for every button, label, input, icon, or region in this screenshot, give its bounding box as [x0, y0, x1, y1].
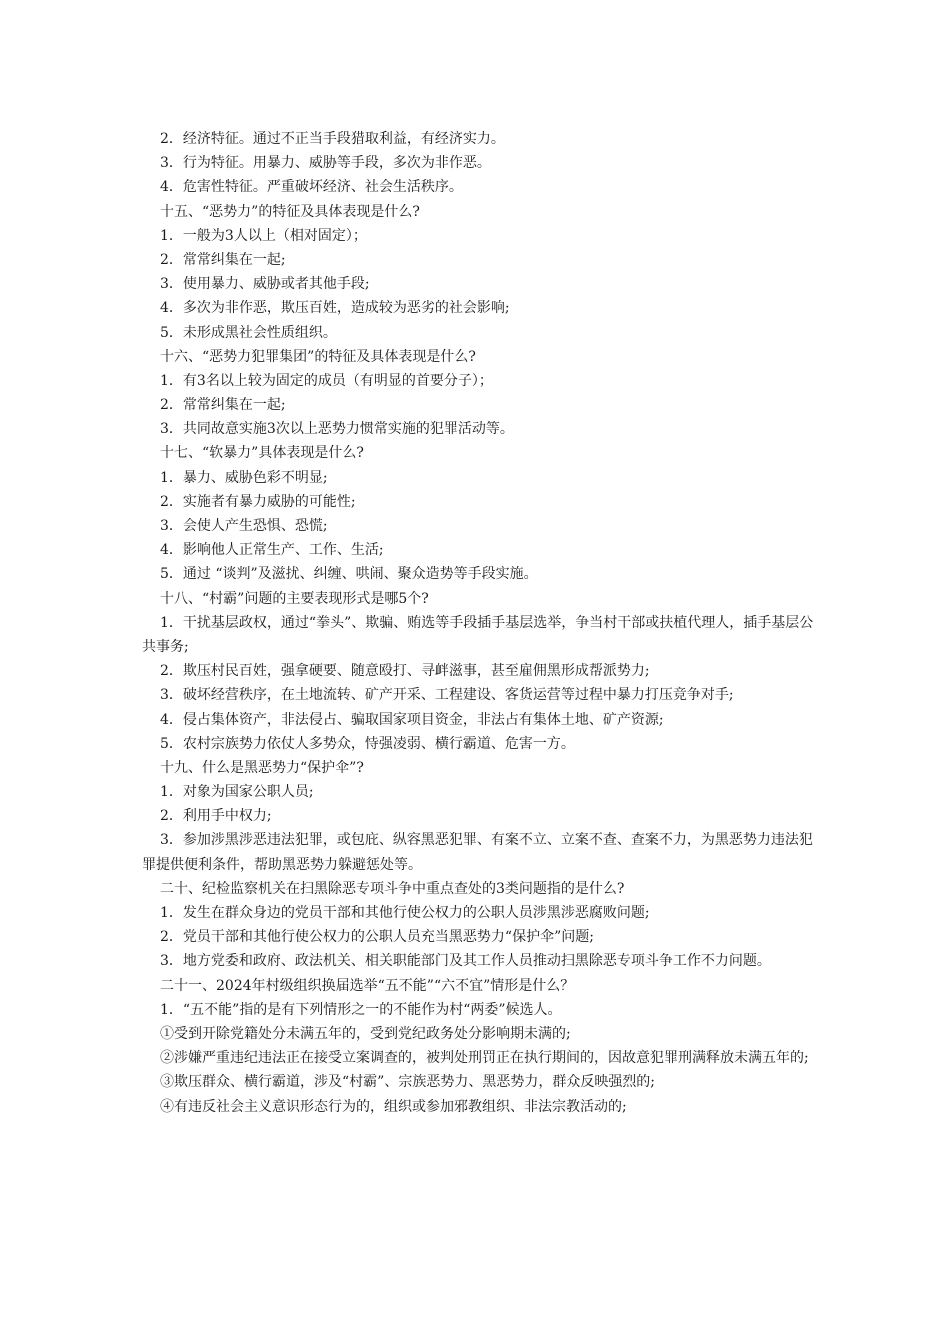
text-line: ③欺压群众、横行霸道，涉及“村霸”、宗族恶势力、黑恶势力，群众反映强烈的; [160, 1074, 656, 1091]
text-line: 5．农村宗族势力依仗人多势众，恃强凌弱、横行霸道、危害一方。 [160, 735, 575, 752]
text-line: 3．共同故意实施3次以上恶势力惯常实施的犯罪活动等。 [160, 421, 514, 438]
text-line: 5．通过 “谈判”及滋扰、纠缠、哄闹、聚众造势等手段实施。 [160, 566, 538, 583]
section-heading: 十七、“软暴力”具体表现是什么? [160, 445, 364, 462]
section-heading: 十九、什么是黑恶势力“保护伞”? [160, 759, 364, 776]
text-line: ①受到开除党籍处分未满五年的，受到党纪政务处分影响期未满的; [160, 1026, 571, 1043]
section-heading: 二十一、2024年村级组织换届选举“五不能”“六不宜”情形是什么？ [160, 977, 575, 994]
section-heading: 十六、“恶势力犯罪集团”的特征及具体表现是什么? [160, 348, 476, 365]
text-line: 3．行为特征。用暴力、威胁等手段，多次为非作恶。 [160, 155, 491, 172]
text-line: 3．使用暴力、威胁或者其他手段; [160, 276, 370, 293]
text-paragraph: 1．干扰基层政权，通过“拳头”、欺骗、贿选等手段插手基层选举，争当村干部或扶植代理人，插手基层公共事务; [142, 614, 814, 655]
text-line: 1．暴力、威胁色彩不明显; [160, 469, 328, 486]
text-line: 5．未形成黑社会性质组织。 [160, 324, 337, 341]
text-line: 4．侵占集体资产，非法侵占、骗取国家项目资金，非法占有集体土地、矿产资源; [160, 711, 664, 728]
text-line: 2．欺压村民百姓，强拿硬要、随意殴打、寻衅滋事，甚至雇佣黑形成帮派势力; [160, 663, 650, 680]
section-heading: 十八、“村霸”问题的主要表现形式是哪5个? [160, 590, 429, 607]
text-line: 1．“五不能”指的是有下列情形之一的不能作为村“两委”候选人。 [160, 1001, 562, 1018]
text-line: 2．常常纠集在一起; [160, 251, 286, 268]
text-paragraph: 3．地方党委和政府、政法机关、相关职能部门及其工作人员推动扫黑除恶专项斗争工作不力问题。 [160, 953, 771, 970]
text-line: 2．常常纠集在一起; [160, 397, 286, 414]
text-line: 2．党员干部和其他行使公权力的公职人员充当黑恶势力“保护伞”问题; [160, 929, 594, 946]
text-line: 1．有3名以上较为固定的成员（有明显的首要分子）； [160, 372, 493, 389]
document-page [142, 127, 818, 1119]
text-line: 4．影响他人正常生产、工作、生活; [160, 542, 384, 559]
text-line: 3．破坏经营秩序，在土地流转、矿产开采、工程建设、客货运营等过程中暴力打压竞争对手; [160, 687, 734, 704]
text-line: 1．发生在群众身边的党员干部和其他行使公权力的公职人员涉黑涉恶腐败问题; [160, 905, 650, 922]
section-heading: 二十、纪检监察机关在扫黑除恶专项斗争中重点查处的3类问题指的是什么? [160, 880, 625, 897]
text-line: 4．多次为非作恶，欺压百姓，造成较为恶劣的社会影响; [160, 300, 510, 317]
text-line: 4．危害性特征。严重破坏经济、社会生活秩序。 [160, 179, 463, 196]
text-paragraph: ②涉嫌严重违纪违法正在接受立案调查的，被判处刑罚正在执行期间的，因故意犯罪刑满释放未满五年的; [160, 1050, 809, 1067]
text-line: 2．经济特征。通过不正当手段猎取利益，有经济实力。 [160, 131, 505, 147]
text-line: ④有违反社会主义意识形态行为的，组织或参加邪教组织、非法宗教活动的; [160, 1098, 627, 1115]
text-paragraph: 3．参加涉黑涉恶违法犯罪，或包庇、纵容黑恶犯罪、有案不立、立案不查、查案不力，为黑恶势力违法犯罪提供便利条件，帮助黑恶势力躲避惩处等。 [142, 832, 813, 873]
text-line: 2．实施者有暴力威胁的可能性; [160, 493, 356, 510]
text-line: 3．会使人产生恐惧、恐慌; [160, 518, 328, 534]
section-heading: 十五、“恶势力”的特征及具体表现是什么? [160, 203, 420, 220]
text-line: 2．利用手中权力; [160, 808, 272, 825]
text-line: 1．一般为3人以上（相对固定）； [160, 227, 367, 244]
text-line: 1．对象为国家公职人员; [160, 784, 314, 801]
